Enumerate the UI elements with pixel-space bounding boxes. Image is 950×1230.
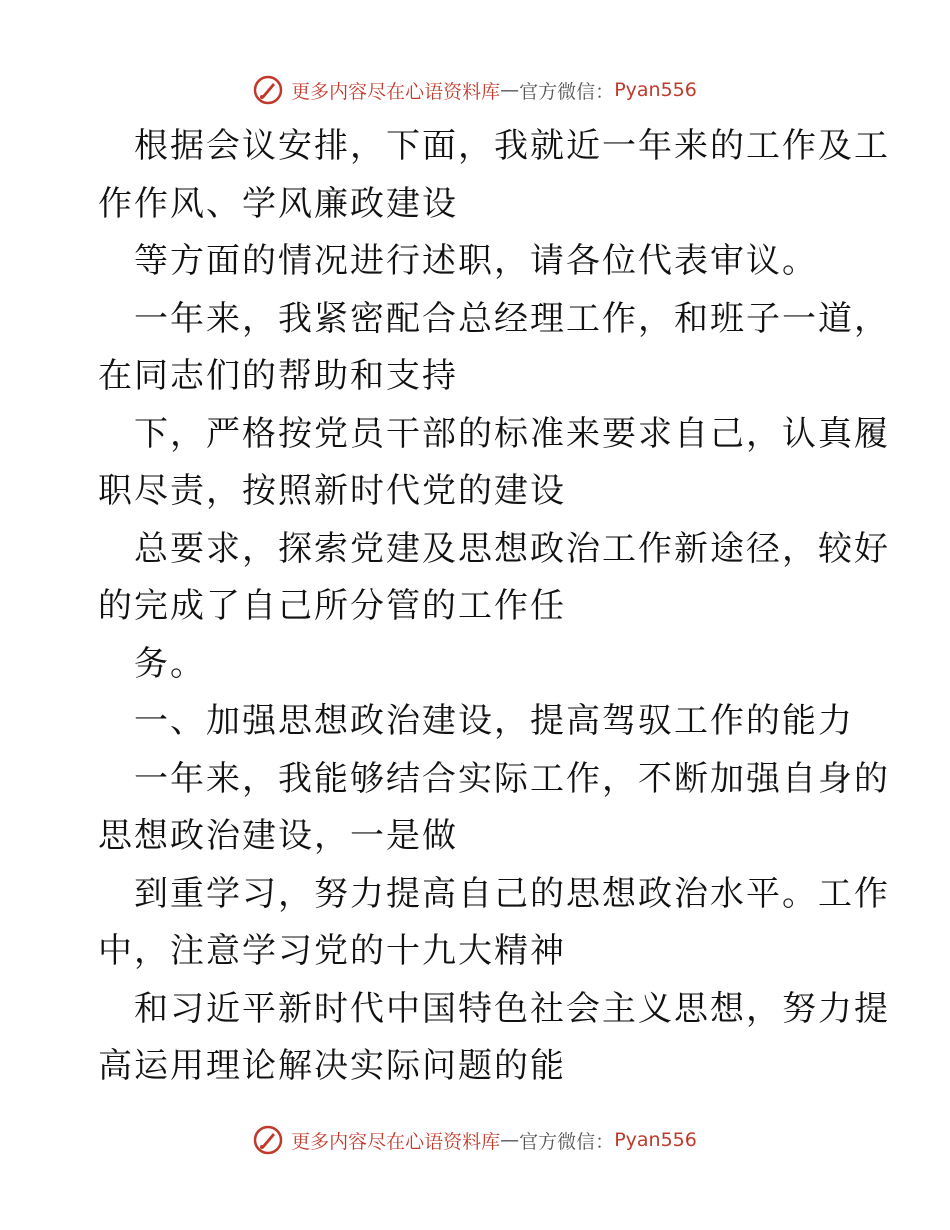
paragraph-line: 思想政治建设，一是做	[98, 816, 458, 856]
paragraph-line: 高运用理论解决实际问题的能	[98, 1046, 566, 1086]
banner-separator: —	[500, 79, 520, 101]
banner-official-label: 官方微信：	[519, 80, 615, 103]
banner-official-label: 官方微信：	[519, 1130, 615, 1153]
quill-circle-icon	[253, 75, 283, 105]
banner-brand-text: 更多内容尽在心语资料库	[291, 80, 501, 103]
paragraph-line: 务。	[134, 643, 206, 684]
paragraph-line: 一年来，我能够结合实际工作，不断加强自身的	[134, 758, 890, 799]
banner-wechat-handle: Pyan556	[614, 1129, 697, 1151]
paragraph-line: 和习近平新时代中国特色社会主义思想，努力提	[134, 988, 890, 1029]
paragraph-line: 一年来，我紧密配合总经理工作，和班子一道，	[134, 298, 890, 339]
header-banner	[0, 70, 950, 110]
document-body	[98, 118, 890, 1096]
paragraph-line: 在同志们的帮助和支持	[98, 356, 458, 396]
quill-circle-icon	[253, 1125, 283, 1155]
paragraph-line: 的完成了自己所分管的工作任	[98, 586, 566, 626]
section-heading: 一、加强思想政治建设，提高驾驭工作的能力	[134, 701, 854, 741]
paragraph-line: 职尽责，按照新时代党的建设	[98, 471, 566, 511]
banner-brand-text: 更多内容尽在心语资料库	[291, 1130, 501, 1153]
paragraph-line: 根据会议安排，下面，我就近一年来的工作及工	[134, 126, 890, 166]
banner-separator: —	[500, 1129, 520, 1151]
paragraph-line: 到重学习，努力提高自己的思想政治水平。工作	[134, 873, 890, 914]
paragraph-line: 作作风、学风廉政建设	[98, 183, 458, 224]
paragraph-line: 中，注意学习党的十九大精神	[98, 931, 566, 971]
paragraph-line: 下，严格按党员干部的标准来要求自己，认真履	[134, 413, 890, 454]
footer-banner	[0, 1120, 950, 1160]
paragraph-line: 总要求，探索党建及思想政治工作新途径，较好	[134, 528, 890, 569]
banner-wechat-handle: Pyan556	[614, 79, 697, 101]
paragraph-line: 等方面的情况进行述职，请各位代表审议。	[134, 241, 818, 281]
